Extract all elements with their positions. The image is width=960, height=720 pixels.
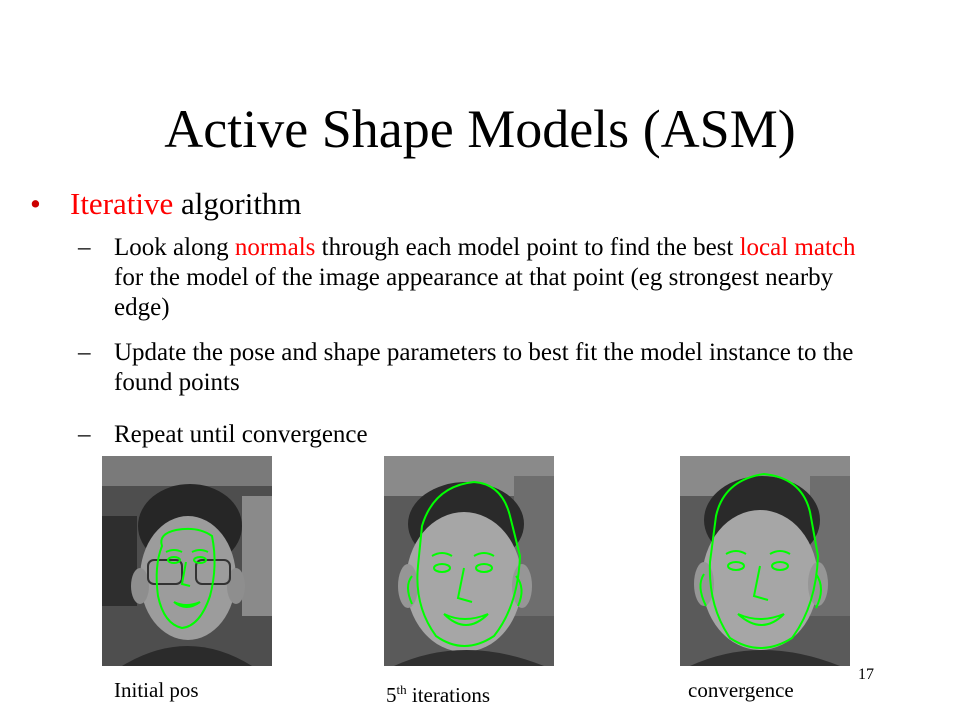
bullet-iterative [30, 186, 302, 222]
highlight-normals: normals [234, 234, 316, 261]
caption-initial: Initial pos [114, 678, 199, 702]
dash: – [78, 234, 91, 261]
slide-title: Active Shape Models (ASM) [164, 99, 796, 159]
sub-point-2 [78, 338, 858, 398]
dash: – [78, 421, 91, 448]
caption-convergence: convergence [688, 678, 794, 702]
sub-text-part: through each model point to find the best [315, 234, 740, 261]
dash: – [78, 339, 91, 366]
sub-point-1 [78, 233, 858, 323]
sub-point-3 [78, 420, 858, 450]
bullet-dot: • [30, 186, 41, 221]
page-number: 17 [858, 666, 874, 683]
caption-fifth-sup: th [396, 682, 407, 697]
face-photo-initial [102, 456, 272, 666]
bullet-rest: algorithm [173, 186, 302, 221]
sub-point-text: Repeat until convergence [114, 421, 368, 448]
bullet-highlight: Iterative [70, 186, 174, 221]
highlight-local-match: local match [739, 234, 856, 261]
sub-text-part: for the model of the image appearance at that point (eg strongest nearby edge) [114, 264, 834, 321]
caption-fifth-rest: iterations [406, 683, 491, 707]
sub-point-text: Update the pose and shape parameters to best fit the model instance to the found points [114, 339, 854, 396]
sub-point-text [114, 233, 858, 323]
caption-fifth-number: 5 [386, 683, 397, 707]
caption-fifth-iteration [386, 678, 490, 707]
face-photo-fifth-iteration [384, 456, 554, 666]
sub-text-part: Look along [114, 234, 235, 261]
face-photo-convergence [680, 456, 850, 666]
